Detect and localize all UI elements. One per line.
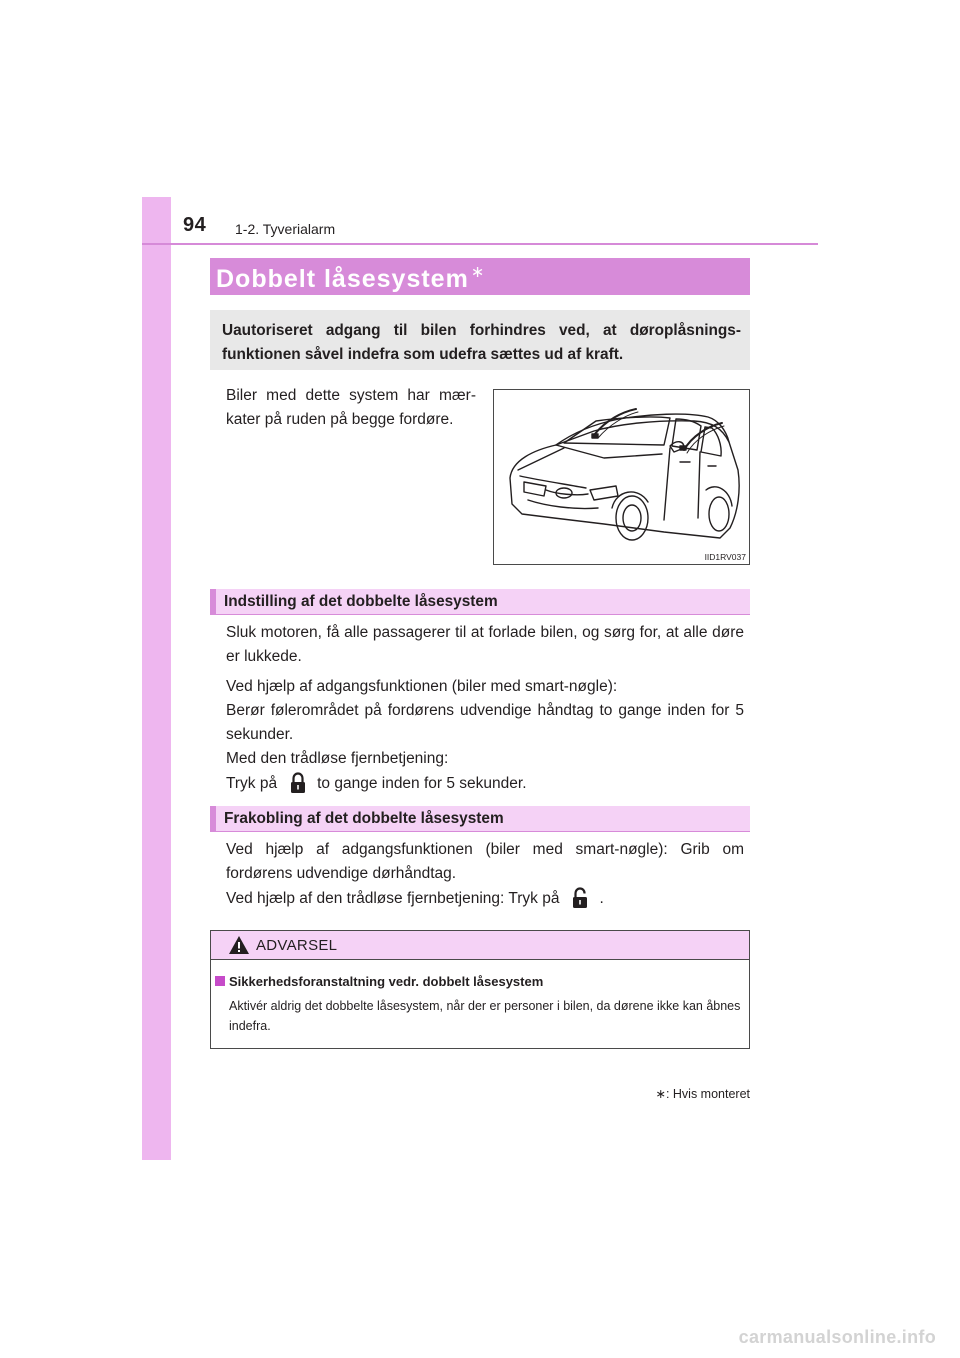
footnote: ∗: Hvis monteret <box>655 1087 750 1101</box>
optional-equipment-mark: ∗ <box>470 264 486 281</box>
warning-subheading-text: Sikkerhedsforanstaltning vedr. dobbelt låsesystem <box>229 974 544 989</box>
setting-para-2-line-3: Med den trådløse fjernbetjening: <box>226 750 449 767</box>
setting-para-2-line-1: Ved hjælp af adgangsfunktionen (biler med smart-nøgle): <box>226 678 618 695</box>
subheading-release-text: Frakobling af det dobbelte låsesystem <box>224 810 504 827</box>
subheading-setting-text: Indstilling af det dobbelte låsesystem <box>224 593 498 610</box>
car-description: Biler med dette system har mær-kater på ruden på begge fordøre. <box>226 387 476 428</box>
page-number: 94 <box>183 214 207 236</box>
intro-box: Uautoriseret adgang til bilen forhindres ved, at døroplåsnings-funktionen såvel indefra som udefra sættes ud af kraft. <box>210 310 750 370</box>
subheading-setting <box>210 589 750 615</box>
release-press-prefix: Ved hjælp af den trådløse fjernbetjening: Tryk på <box>226 890 560 907</box>
lock-icon <box>289 771 307 795</box>
warning-body: Aktivér aldrig det dobbelte låsesystem, når der er personer i bilen, da dørene ikke kan åbnes indefra. <box>229 999 741 1033</box>
watermark: carmanualsonline.info <box>738 1327 936 1347</box>
unlock-icon <box>571 886 589 910</box>
subheading-release <box>210 806 750 832</box>
setting-press-line <box>226 771 744 796</box>
page-title <box>216 262 485 294</box>
car-illustration <box>493 389 750 565</box>
page-title-bar <box>210 258 750 295</box>
setting-press-prefix: Tryk på <box>226 775 278 792</box>
warning-subheading <box>215 974 543 989</box>
section-label: 1-2. Tyverialarm <box>235 221 336 237</box>
release-para-1: Ved hjælp af adgangsfunktionen (biler med smart-nøgle): Grib om fordørens udvendige dørhåndtag. <box>226 841 744 882</box>
warning-title: ADVARSEL <box>256 937 338 954</box>
page-title-text: Dobbelt låsesystem <box>216 265 469 293</box>
setting-instructions <box>226 621 744 796</box>
warning-triangle-icon <box>228 935 250 955</box>
setting-para-2-line-2: Berør følerområdet på fordørens udvendige håndtag to gange inden for 5 sekunder. <box>226 702 744 743</box>
setting-para-1: Sluk motoren, få alle passagerer til at forlade bilen, og sørg for, at alle døre er lukkede. <box>226 624 744 665</box>
setting-press-suffix: to gange inden for 5 sekunder. <box>317 775 527 792</box>
car-drawing <box>494 390 751 566</box>
bullet-square-icon <box>215 976 225 986</box>
figure-code: IID1RV037 <box>704 552 746 562</box>
warning-box <box>210 930 750 1049</box>
chapter-sidebar-tab <box>142 197 171 1160</box>
release-instructions <box>226 838 744 911</box>
release-press-suffix: . <box>599 890 604 907</box>
header-rule <box>142 243 818 245</box>
warning-header <box>211 931 749 960</box>
release-press-line <box>226 886 744 911</box>
